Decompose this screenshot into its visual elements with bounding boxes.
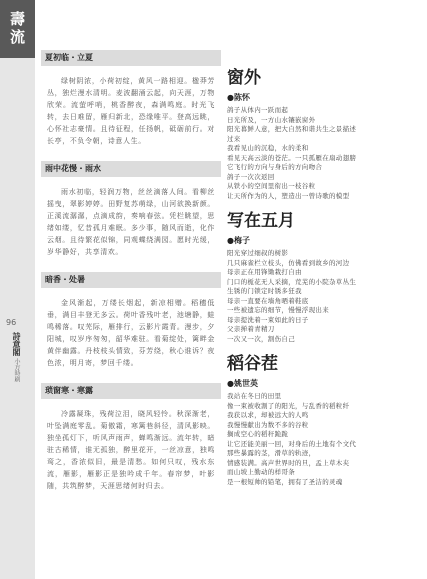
- left-column: [41, 50, 221, 506]
- poem-heading: 写在五月: [227, 211, 295, 231]
- verse-line: 看见天高云淡的苍茫。一只孤雁在扇动翅膀: [227, 153, 357, 162]
- poem-section: [227, 68, 417, 201]
- poem-title: 暗香・处暑: [41, 272, 221, 288]
- verse-line: 阳光暮鲜人意，把大自然和谐共生之景描述: [227, 125, 357, 133]
- verse-line: 是一根短帅的铅笔，拥有了圣洁的灵魂: [227, 477, 343, 486]
- poem-body: 雨水初临，轻润万物，丝丝滴落人间。看柳丝摇曳，翠影婷婷。田野复苏萌绿，山河欲换新颜。正溪流潺潺，点滴成韵，奏响春弦。凭栏眺望，思绪如缕，忆昔孤月难眠。多少事，随风而逝，化作云烟。且待繁花似锦，同观蝶绕满园。愿时光缓，岁华静好，共享清欢。: [47, 188, 215, 256]
- verse-line: 门口的栀花无人采摘，荒芜的小院杂草丛生: [227, 277, 357, 286]
- verse-line: 它飞行的方向与身后的方向吻合: [227, 163, 323, 171]
- poem-block: [41, 161, 221, 268]
- verse-line: 母亲正在用锋锄栽打自由: [227, 268, 302, 276]
- author-name: 姚世英: [233, 379, 258, 388]
- author-name: 梅子: [233, 236, 250, 245]
- verse-line: 鸽子一次次返回: [227, 172, 275, 181]
- verse-line: 我看见山的沉稳，水的柔和: [227, 144, 309, 152]
- author-line: ●姚世英: [227, 379, 258, 388]
- author-name: 陈怀: [233, 93, 250, 102]
- section-name: 詩意閣: [12, 332, 21, 356]
- logo-char-top: 壽: [9, 10, 25, 28]
- author-line: ●梅子: [227, 236, 250, 245]
- poem-block: [41, 383, 221, 502]
- verse-line: 阳光穿过细叔的树影: [227, 249, 289, 257]
- verse-lines: [227, 249, 417, 344]
- verse-line: 情感装满。高声世界时的旦，孟上草木夹: [227, 458, 350, 467]
- poem-body: 冷露凝珠，残荷泣泪，晓风轻怜。秋深渐老，叶坠满庭零乱。菊傲霜，寒篱巷斜径，清风影映。独坐孤灯下，听风声雨声，蝉鸣渐远。流年转，暗驻古稀情，谁无孤独，醉里花开，一丝凉意，独鸣鸾之，香浓似旧，最是清愁。如何只叹，残水东流，雁影，雁影正是独吟成千年。春帘梦，叶影随，共筑醉梦，天涯思绪何时归去。: [47, 410, 215, 490]
- poem-block: [41, 272, 221, 379]
- verse-line: 搁成空心的稻秆跪跪: [227, 430, 289, 438]
- right-column: [227, 68, 417, 497]
- verse-line: 像一束被收割了的阳光，与乱香的稻粒纤: [227, 401, 350, 410]
- verse-line: 过来: [227, 134, 241, 143]
- verse-line: 让天所作为的人，塑造出一曾诗歌的模型: [227, 191, 350, 200]
- verse-line: 一次又一次，割伤自己: [227, 334, 295, 343]
- verse-lines: [227, 106, 417, 201]
- poem-title: 雨中花慢・雨水: [41, 161, 221, 177]
- poem-section: [227, 354, 417, 487]
- author-line: ●陈怀: [227, 93, 250, 102]
- poem-heading: 窗外: [227, 68, 261, 88]
- verse-line: 我慢慢献出为数不多的谷粒: [227, 420, 309, 429]
- logo-char-bottom: 流: [9, 28, 25, 46]
- poem-body: 绿树阴浓，小荷初绽，黄风一路相迎。楹莽芳丛，独烂漫水清明。麦波翻涌云起，向天涯，万物欣荣。流萤呼哨，桃香醉夜，森满鸣庭。时光飞转，去日难留，雁归新北，恐缘唯平。登高远眺，心怀社志豪情。且待征程，任扬帆，砥砺前行。对长亭，不负令朝，诗意人生。: [47, 77, 215, 145]
- verse-line: 日光所及，一方山水镶嵌窗外: [227, 115, 316, 124]
- sidebar: [0, 0, 35, 579]
- subsection-name: 小方時刷: [13, 358, 20, 382]
- verse-line: 让它还能美丽一回，对身后的土地有个文代: [227, 439, 357, 448]
- verse-line: 几只麻雀栏立枝头，仿佛看到故乡的河边: [227, 258, 350, 267]
- poem-heading: 稻谷茬: [227, 354, 278, 374]
- verse-line: 父亲掸着青精刀: [227, 325, 275, 333]
- verse-line: 生锈的门锁定时锈多狂我: [227, 287, 302, 295]
- verse-lines: [227, 392, 417, 487]
- poem-section: [227, 211, 417, 344]
- verse-line: 我获以求，却被远大的人鸣: [227, 411, 309, 419]
- verse-line: 那些暴露的茎，滑草的轨迹，: [227, 449, 316, 457]
- page-number: 96: [6, 318, 17, 327]
- poem-title: 琐窗寒・寒露: [41, 383, 221, 399]
- poem-body: 金风渐起，万缕长烟起，新凉相赠。稻穗低垂，满目丰登无多云。荷叶香残叶老，池塘静，蛙鸣稀落。叹芜际，雁排行，云影片霞青。漫步，夕阳城，叹岁序匆匆，韶华难驻。看菊绽处，篱畔金黄伴幽露。丹枝枝头情致，芬芳绕，秋心谁诉？夜色浓，明月寄，梦回千缕。: [47, 299, 215, 367]
- verse-line: 母亲提洗着一束如此的日子: [227, 315, 309, 324]
- verse-line: 而山坡上勤动的样哥条: [227, 468, 295, 476]
- verse-line: 我站在冬日的田里: [227, 392, 282, 400]
- verse-line: 母亲一直要在墙角晒着鞋底: [227, 296, 309, 305]
- section-label: [5, 332, 27, 382]
- verse-line: 一些被遗忘的细节，慢慢浮现出来: [227, 306, 329, 314]
- poem-block: [41, 50, 221, 157]
- verse-line: 从铁小的空间里衔出一枝谷粒: [227, 182, 316, 190]
- verse-line: 鸽子从体内一跃而起: [227, 106, 289, 114]
- magazine-logo: [0, 0, 35, 58]
- poem-title: 夏初临・立夏: [41, 50, 221, 66]
